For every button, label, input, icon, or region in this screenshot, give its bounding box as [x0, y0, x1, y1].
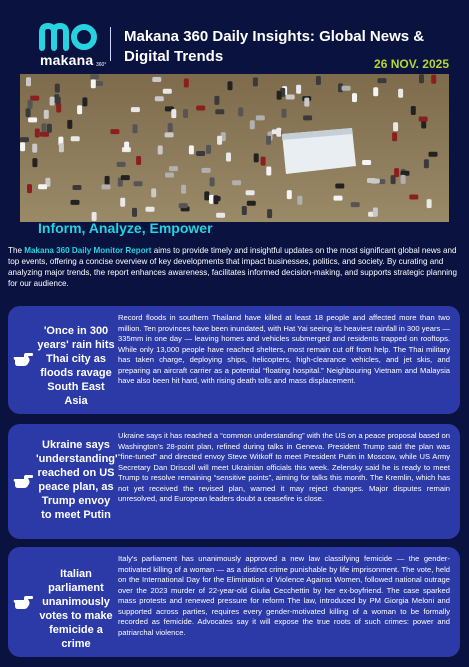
flooded-car — [209, 195, 214, 204]
flooded-car — [168, 123, 173, 132]
flooded-car — [163, 89, 172, 94]
flooded-car — [56, 104, 61, 113]
flooded-car — [393, 122, 398, 131]
logo-text: makana — [40, 52, 94, 68]
flooded-car — [117, 162, 126, 167]
flooded-car — [419, 117, 428, 122]
flooded-car — [82, 97, 87, 106]
flooded-car — [352, 93, 357, 102]
pointing-hand-icon — [12, 593, 34, 611]
page-title: Makana 360 Daily Insights: Global News & Digital Trends — [124, 28, 425, 65]
flooded-car — [71, 136, 80, 141]
report-date: 26 NOV. 2025 — [374, 57, 449, 71]
flooded-car — [217, 136, 222, 145]
flooded-car — [238, 107, 243, 116]
flooded-car — [287, 190, 292, 199]
flooded-car — [27, 184, 32, 193]
flooded-car — [286, 95, 295, 100]
flooded-car — [254, 153, 259, 162]
header-divider — [110, 27, 111, 61]
flooded-car — [247, 201, 256, 206]
flooded-car — [362, 160, 371, 165]
flooded-car — [256, 115, 265, 120]
flooded-car — [136, 156, 141, 165]
flooded-car — [28, 117, 37, 122]
makana-logo — [38, 22, 108, 70]
flooded-car — [351, 202, 360, 207]
flooded-car — [151, 188, 156, 197]
pointing-hand-icon — [12, 472, 34, 490]
pointing-hand-icon — [12, 350, 34, 368]
flooded-car — [394, 168, 399, 177]
flooded-car — [169, 166, 178, 171]
flooded-car — [411, 106, 416, 115]
flooded-car — [35, 129, 40, 138]
flooded-car — [419, 74, 424, 83]
flooded-car — [261, 157, 266, 166]
flooded-car — [334, 196, 343, 201]
makana-logo-mark-icon — [38, 22, 100, 52]
flooded-car — [102, 184, 111, 189]
flooded-car — [206, 145, 211, 154]
flooded-car — [424, 159, 429, 168]
flooded-car — [133, 124, 138, 133]
flooded-car — [216, 213, 225, 218]
flooded-car — [28, 100, 33, 109]
flooded-car — [121, 175, 130, 180]
flooded-car — [184, 79, 189, 88]
flooded-car — [110, 129, 119, 134]
flooded-car — [20, 137, 29, 142]
flooded-car — [392, 132, 397, 141]
flooded-car — [20, 142, 25, 151]
flooded-car — [165, 132, 174, 137]
flooded-car — [165, 173, 174, 178]
flooded-car — [73, 185, 82, 190]
flooded-car — [71, 200, 80, 205]
flooded-car — [41, 123, 46, 132]
flooded-car — [181, 185, 186, 194]
flooded-car — [26, 77, 31, 86]
flooded-car — [276, 128, 281, 137]
flooded-car — [32, 158, 37, 167]
flooded-car — [378, 78, 387, 83]
story-title: 'Once in 300 years' rain hits Thai city as floods ravage South East Asia — [37, 325, 115, 407]
story-body: Italy's parliament has unanimously approved a new law classifying femicide — the gender-motivated killing of a woman — as a distinct crime punishable by life imprisonment. The vote, held on the International Day for the Elimination of Violence Against Women, followed national outrage over the 2023 murder of 22-year-old Giulia Cecchettin by her ex-boyfriend. The case sparked mass protests and renewed pressure for reform The law, introduced by PM Giorgia Meloni and supported across parties, requires every gender-motivated killing of a woman to be formally recorded as femicide. Advocates say it will expose the true roots of such crimes: power and patriarchal violence. — [118, 554, 450, 637]
flooded-car — [210, 177, 215, 186]
flooded-car — [196, 106, 205, 111]
flooded-car — [152, 77, 161, 82]
flooded-car — [267, 209, 272, 218]
flooded-car — [204, 191, 209, 200]
flooded-car — [90, 74, 99, 79]
flooded-car — [246, 190, 255, 195]
flooded-car — [296, 85, 301, 94]
flooded-car — [55, 84, 60, 93]
logo-superscript: 360° — [96, 62, 107, 68]
flooded-car — [67, 120, 72, 129]
flooded-car — [158, 146, 163, 155]
flooded-car — [266, 136, 271, 145]
flooded-car — [282, 109, 287, 118]
story-card — [8, 547, 460, 657]
header — [0, 0, 469, 74]
flooded-car — [189, 145, 194, 154]
flooded-car — [228, 81, 233, 90]
flooded-car — [47, 124, 52, 133]
story-title: Ukraine says 'understanding' reached on US peace plan, as Trump envoy to meet Putin — [36, 439, 118, 521]
flooded-car — [253, 77, 258, 86]
story-card — [8, 424, 460, 539]
intro-text: aims to provide timely and insightful updates on the most significant global news and top events, offering a concise overview of key developments that impact businesses, politics, and society. By curating and analyzing major trends, the report enhances awareness, facilitates informed decision-making, and supports strategic planning for our audience. — [8, 246, 457, 288]
flooded-car — [155, 96, 164, 101]
flooded-car — [373, 208, 378, 217]
flooded-car — [213, 195, 218, 204]
flooded-car — [409, 195, 418, 200]
hero-image — [20, 74, 449, 222]
flooded-car — [429, 152, 438, 157]
flooded-car — [50, 97, 55, 106]
flooded-car — [431, 75, 436, 84]
flooded-car — [26, 108, 31, 117]
flooded-car — [232, 180, 241, 185]
flooded-car — [131, 107, 140, 112]
flooded-car — [32, 144, 37, 153]
flooded-car — [146, 207, 155, 212]
flooded-car — [401, 175, 406, 184]
flooded-car — [183, 109, 188, 118]
flooded-car — [132, 208, 137, 217]
flooded-car — [105, 176, 110, 185]
flooded-car — [91, 79, 96, 88]
flooded-car — [134, 181, 143, 186]
flooded-car — [215, 109, 224, 114]
flooded-car — [297, 196, 302, 205]
flooded-car — [335, 184, 344, 189]
flooded-car — [250, 120, 255, 129]
flooded-car — [316, 76, 321, 85]
story-card — [8, 306, 460, 414]
flooded-car — [179, 203, 188, 208]
flooded-car — [202, 168, 211, 173]
flooded-car — [77, 105, 82, 114]
flooded-car — [304, 98, 309, 107]
flooded-car — [277, 91, 282, 100]
flooded-car — [373, 87, 378, 96]
flooded-car — [44, 110, 49, 119]
flooded-car — [398, 89, 403, 98]
intro-brand: Makana 360 Daily Monitor Report — [24, 246, 152, 255]
flooded-car — [427, 199, 432, 208]
flooded-car — [214, 96, 219, 105]
flood-photo — [20, 74, 449, 222]
flooded-car — [120, 198, 125, 207]
flooded-car — [226, 153, 231, 162]
flooded-car — [242, 206, 247, 215]
tagline: Inform, Analyze, Empower — [38, 220, 213, 236]
flooded-car — [342, 86, 351, 91]
story-body: Record floods in southern Thailand have killed at least 18 people and affected more than two million. Ten provinces have been inundated, with Hat Yai seeing its heaviest rainfall in 300 years — 335mm in one day — leaving homes and vehicles submerged and residents trapped on rooftops. While only 13,000 people have reached shelters, most remain cut off from help. The Thai military has taken charge, deploying ships, helicopters, high-clearance vehicles, and jet skis, and preparing an aircraft carrier as a potential “floating hospital.” Neighbouring Vietnam and Malaysia have also been hit hard, with rising death tolls and mass displacement. — [118, 313, 450, 385]
flooded-car — [124, 142, 129, 151]
flooded-car — [59, 143, 64, 152]
story-body: Ukraine says it has reached a “common understanding” with the US on a peace proposal based on Washington's 28-point plan, refined during talks in Geneva. President Trump said the plan was “fine-tuned” and directed envoy Steve Witkoff to meet President Putin in Moscow, while US Army Secretary Dan Driscoll will meet Ukrainian officials this week. Zelensky said he is ready to meet Trump to resolve remaining “sensitive points”, aiming for talks this month. The Kremlin, which has not yet received the revised plan, warned it may reject changes. Major disputes remain unresolved, and European leaders doubt a ceasefire is close. — [118, 431, 450, 503]
flooded-car — [266, 167, 271, 176]
intro-prefix: The — [8, 246, 25, 255]
flooded-car — [38, 184, 47, 189]
story-title: Italian parliament unanimously votes to make femicide a crime — [39, 568, 113, 650]
flooded-car — [371, 179, 380, 184]
flooded-car — [303, 115, 312, 120]
flooded-car — [54, 94, 59, 103]
flooded-car — [196, 151, 205, 156]
flooded-car — [171, 109, 176, 118]
intro-paragraph — [8, 245, 460, 289]
